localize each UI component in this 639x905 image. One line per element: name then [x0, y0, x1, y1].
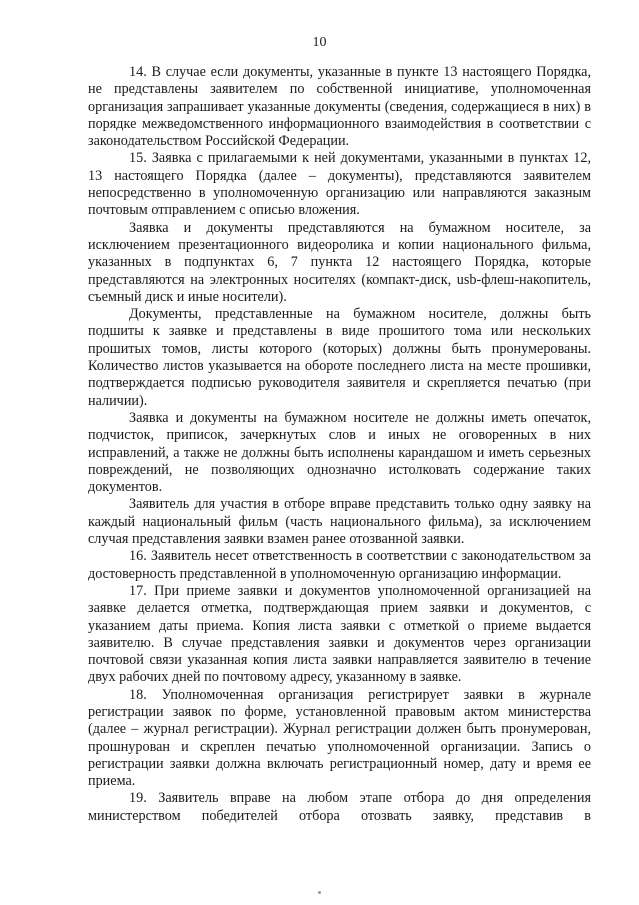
scan-speck [318, 891, 321, 894]
paragraph-15-one-application: Заявитель для участия в отборе вправе представить только одну заявку на каждый национальный фильм (часть национального фильма), за исключением случая представления заявки взамен ранее отозванной заявки. [88, 496, 591, 548]
paragraph-18: 18. Уполномоченная организация регистрирует заявки в журнале регистрации заявок по форме, установленной правовым актом министерства (далее – журнал регистрации). Журнал регистрации должен быть пронумерован, прошнурован и скреплен печатью уполномоченной организации. Запись о регистрации заявки должна включать регистрационный номер, дату и время ее приема. [88, 686, 591, 790]
paragraph-17: 17. При приеме заявки и документов уполномоченной организацией на заявке делается отметка, подтверждающая прием заявки и документов, с указанием даты приема. Копия листа заявки с отметкой о приеме выдается заявителю. В случае представления заявки и документов через организации почтовой связи указанная копия листа заявки направляется заявителю в течение двух рабочих дней по почтовому адресу, указанному в заявке. [88, 582, 591, 686]
paragraph-16: 16. Заявитель несет ответственность в соответствии с законодательством за достоверность представленной в уполномоченную организацию информации. [88, 548, 591, 582]
paragraph-15-binding: Документы, представленные на бумажном носителе, должны быть подшиты к заявке и представлены в виде прошитого тома или нескольких прошитых томов, листы которого (которых) должны быть пронумерованы. Количество листов указывается на обороте последнего листа на месте прошивки, подтверждается подписью руководителя заявителя и скрепляется печатью (при наличии). [88, 306, 591, 409]
paragraph-19: 19. Заявитель вправе на любом этапе отбора до дня определения министерством победителей отбора отозвать заявку, представив в [88, 790, 591, 824]
paragraph-15-requirements: Заявка и документы на бумажном носителе не должны иметь опечаток, подчисток, приписок, зачеркнутых слов и иных не оговоренных в них исправлений, а также не должны быть исполнены карандашом и иметь серьезных повреждений, не позволяющих однозначно истолковать содержание таких документов. [88, 409, 591, 496]
paragraph-15-paper-media: Заявка и документы представляются на бумажном носителе, за исключением презентационного видеоролика и копии национального фильма, указанных в подпунктах 6, 7 пункта 12 настоящего Порядка, которые представляются на электронных носителях (компакт-диск, usb-флеш-накопитель, съемный диск и иные носители). [88, 219, 591, 305]
paragraph-15: 15. Заявка с прилагаемыми к ней документами, указанными в пунктах 12, 13 настоящего Порядка (далее – документы), представляются заявителем непосредственно в уполномоченную организацию или направляются заказным почтовым отправлением с описью вложения. [88, 150, 591, 219]
document-body [88, 64, 591, 825]
page-number: 10 [312, 35, 327, 50]
paragraph-14: 14. В случае если документы, указанные в пункте 13 настоящего Порядка, не представлены заявителем по собственной инициативе, уполномоченная организация запрашивает указанные документы (сведения, содержащиеся в них) в порядке межведомственного информационного взаимодействия в соответствии с законодательством Российской Федерации. [88, 64, 591, 150]
